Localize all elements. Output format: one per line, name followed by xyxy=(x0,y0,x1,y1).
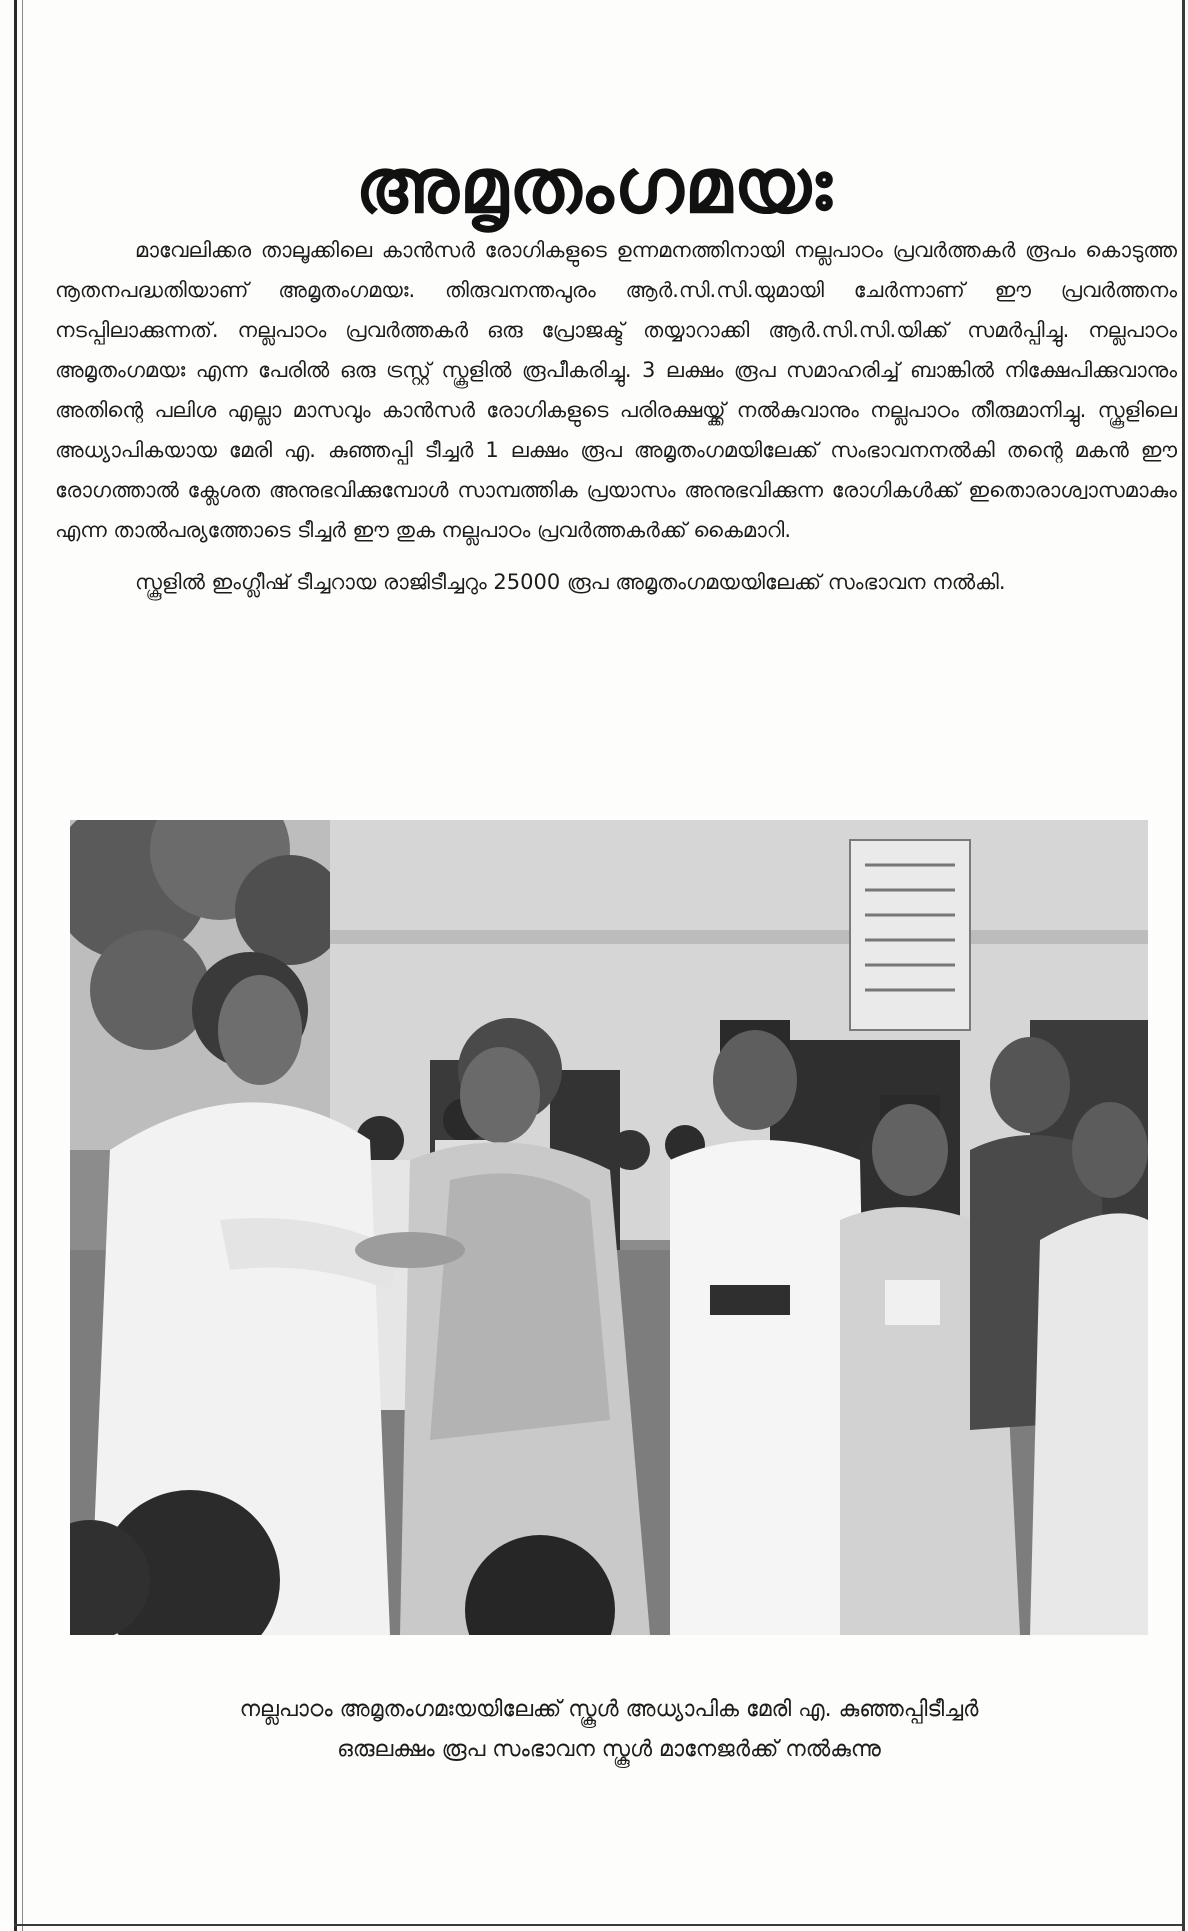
caption-line-1: നല്ലപാഠം അമൃതംഗമഃയയിലേക്ക് സ്കൂൾ അധ്യാപിക മേരി എ. കുഞ്ഞപ്പിടീച്ചർ xyxy=(239,1697,979,1722)
article-paragraph-1: മാവേലിക്കര താലൂക്കിലെ കാൻസർ രോഗികളുടെ ഉന്നമനത്തിനായി നല്ലപാഠം പ്രവർത്തകർ രൂപം കൊടുത്ത നൂതനപദ്ധതിയാണ് അമൃതംഗമയഃ. തിരുവനന്തപുരം ആർ.സി.സി.യുമായി ചേർന്നാണ് ഈ പ്രവർത്തനം നടപ്പിലാക്കുന്നത്. നല്ലപാഠം പ്രവർത്തകർ ഒരു പ്രോജക്ട് തയ്യാറാക്കി ആർ.സി.സി.യിക്ക് സമർപ്പിച്ചു. നല്ലപാഠം അമൃതംഗമയഃ എന്ന പേരിൽ ഒരു ട്രസ്റ്റ് സ്കൂളിൽ രൂപീകരിച്ചു. 3 ലക്ഷം രൂപ സമാഹരിച്ച് ബാങ്കിൽ നിക്ഷേപിക്കുവാനും അതിന്റെ പലിശ എല്ലാ മാസവും കാൻസർ രോഗികളുടെ പരിരക്ഷയ്ക്ക് നൽകുവാനും നല്ലപാഠം തീരുമാനിച്ചു. സ്കൂളിലെ അധ്യാപികയായ മേരി എ. കുഞ്ഞപ്പി ടീച്ചർ 1 ലക്ഷം രൂപ അമൃതംഗമയിലേക്ക് സംഭാവനനൽകി തന്റെ മകൻ ഈ രോഗത്താൽ ക്ലേശത അനുഭവിക്കുമ്പോൾ സാമ്പത്തിക പ്രയാസം അനുഭവിക്കുന്ന രോഗികൾക്ക് ഇതൊരാശ്വാസമാകും എന്ന താൽപര്യത്തോടെ ടീച്ചർ ഈ തുക നല്ലപാഠം പ്രവർത്തകർക്ക് കൈമാറി. xyxy=(55,238,1177,542)
left-border-rule xyxy=(14,0,17,1931)
article-title: അമൃതംഗമയഃ xyxy=(355,140,833,230)
caption-line-2: ഒരുലക്ഷം രൂപ സംഭാവന സ്കൂൾ മാനേജർക്ക് നൽകുന്നു xyxy=(337,1737,881,1762)
right-border-rule xyxy=(1182,0,1185,1931)
bottom-border-rule xyxy=(14,1924,1185,1926)
left-inner-rule xyxy=(22,0,23,1931)
photo-caption xyxy=(70,1690,1148,1770)
event-photo xyxy=(70,820,1148,1635)
article-body xyxy=(55,230,1177,614)
article-paragraph-2: സ്കൂളിൽ ഇംഗ്ലീഷ് ടീച്ചറായ രാജിടീച്ചറും 25000 രൂപ അമൃതംഗമയയിലേക്ക് സംഭാവന നൽകി. xyxy=(135,570,1006,594)
photo-event-icon xyxy=(70,820,1148,1635)
